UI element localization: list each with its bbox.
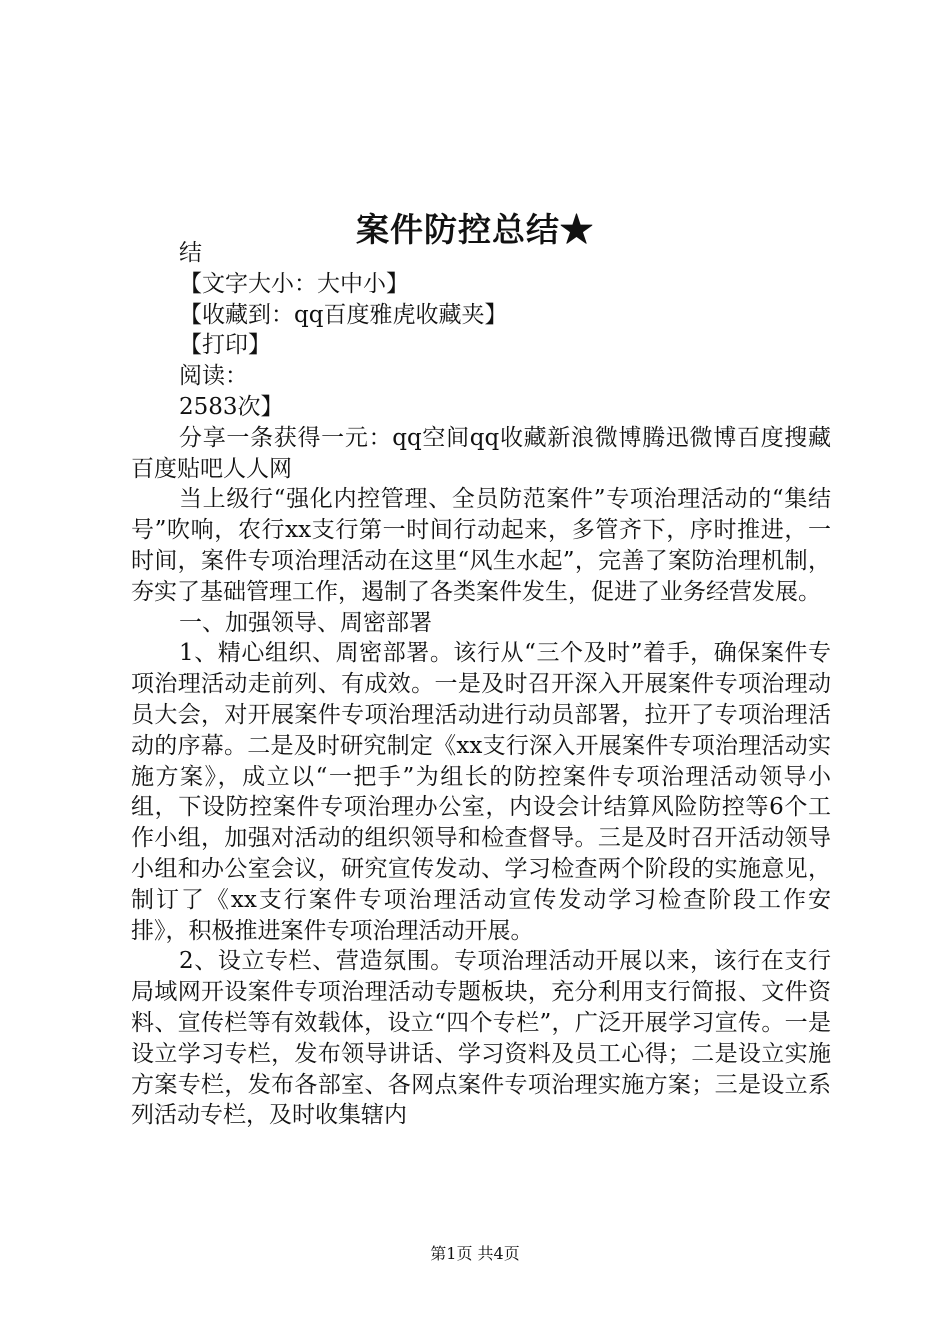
paragraph-item-1: 1、精心组织、周密部署。该行从“三个及时”着手，确保案件专项治理活动走前列、有成效。一是及时召开深入开展案件专项治理动员大会，对开展案件专项治理活动进行动员部署，拉开了专项治理活动的序幕。二是及时研究制定《xx支行深入开展案件专项治理活动实施方案》，成立以“一把手”为组长的防控案件专项治理活动领导小组，下设防控案件专项治理办公室，内设会计结算风险防控等6个工作小组，加强对活动的组织领导和检查督导。三是及时召开活动领导小组和办公室会议，研究宣传发动、学习检查两个阶段的实施意见，制订了《xx支行案件专项治理活动宣传发动学习检查阶段工作安排》，积极推进案件专项治理活动开展。 — [131, 640, 831, 944]
paragraph-item-2: 2、设立专栏、营造氛围。专项治理活动开展以来，该行在支行局域网开设案件专项治理活动专题板块，充分利用支行简报、文件资料、宣传栏等有效载体，设立“四个专栏”，广泛开展学习宣传。一是设立学习专栏，发布领导讲话、学习资料及员工心得；二是设立实施方案专栏，发布各部室、各网点案件专项治理实施方案；三是设立系列活动专栏，及时收集辖内 — [131, 948, 831, 1129]
paragraph-share: 分享一条获得一元：qq空间qq收藏新浪微博腾迅微博百度搜藏百度贴吧人人网 — [131, 424, 831, 482]
document-title: 案件防控总结★ — [356, 210, 594, 250]
meta-line-font-size: 【文字大小：大中小】 — [179, 270, 409, 297]
meta-line-print: 【打印】 — [179, 332, 271, 359]
meta-line-read-count: 2583次】 — [179, 393, 284, 420]
section-heading-1: 一、加强领导、周密部署 — [179, 609, 432, 636]
document-body — [131, 238, 831, 1131]
page-footer: 第1页 共4页 — [430, 1244, 520, 1263]
meta-line-read-label: 阅读： — [179, 363, 248, 390]
meta-line-bookmark: 【收藏到：qq百度雅虎收藏夹】 — [179, 301, 508, 328]
meta-line-category: 结 — [179, 240, 202, 266]
paragraph-intro: 当上级行“强化内控管理、全员防范案件”专项治理活动的“集结号”吹响，农行xx支行第一时间行动起来，多管齐下，序时推进，一时间，案件专项治理活动在这里“风生水起”，完善了案防治理机制，夯实了基础管理工作，遏制了各类案件发生，促进了业务经营发展。 — [131, 486, 831, 605]
